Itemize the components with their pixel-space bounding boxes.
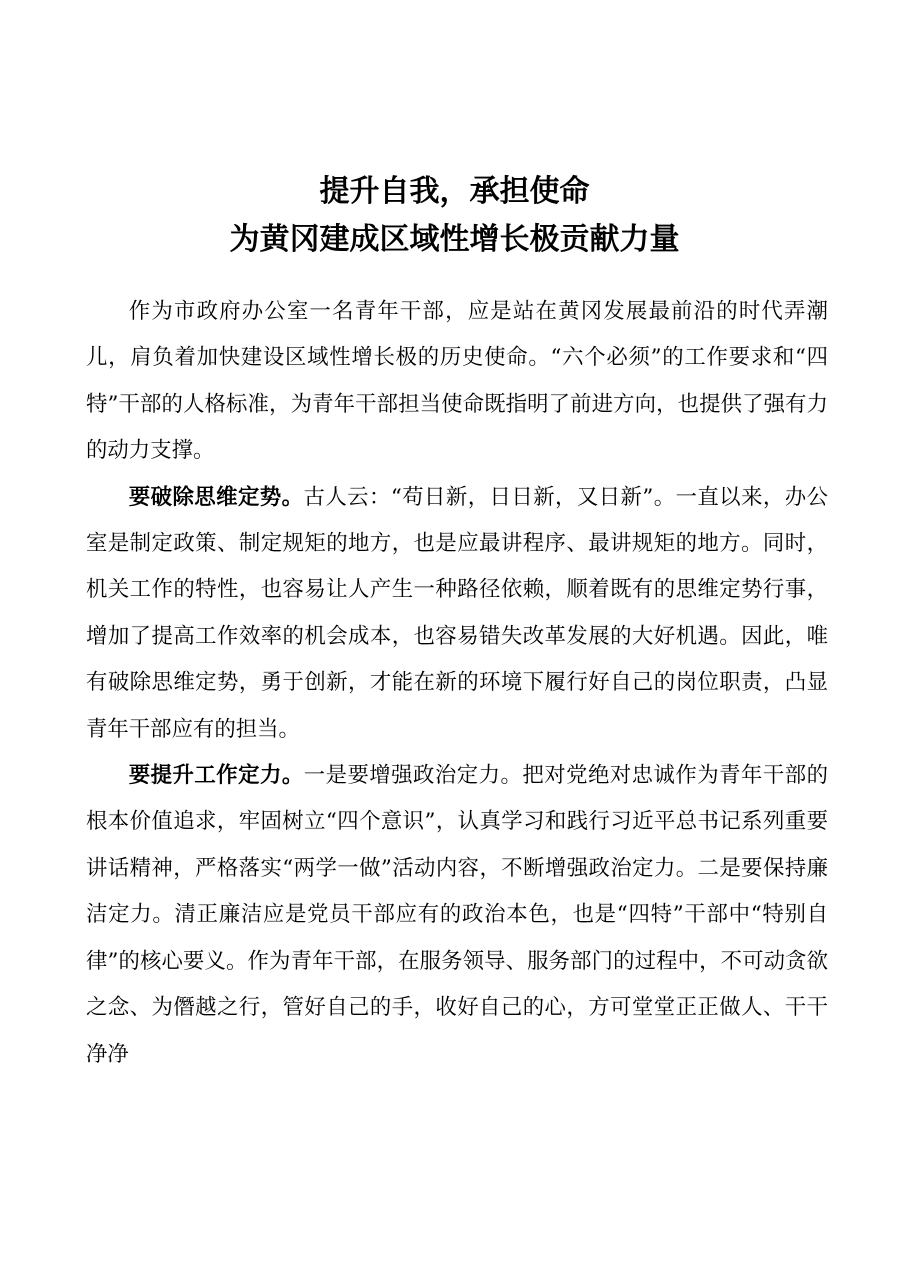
paragraph-text: 一是要增强政治定力。把对党绝对忠诚作为青年干部的根本价值追求，牢固树立“四个意识”，认真学习和践行习近平总书记系列重要讲话精神，严格落实“两学一做”活动内容，不断增强政治定力。二是要保持廉洁定力。清正廉洁应是党员干部应有的政治本色，也是“四特”干部中“特别自律”的核心要义。作为青年干部，在服务领导、服务部门的过程中，不可动贪欲之念、为僭越之行，管好自己的手，收好自己的心，方可堂堂正正做人、干干净净 xyxy=(86,763,828,1067)
paragraph-lead: 要提升工作定力。 xyxy=(128,763,304,789)
paragraph-intro xyxy=(86,289,828,475)
paragraph-lead: 要破除思维定势。 xyxy=(128,484,304,510)
paragraph-text: 古人云：“苟日新，日日新，又日新”。一直以来，办公室是制定政策、制定规矩的地方，也是应最讲程序、最讲规矩的地方。同时，机关工作的特性，也容易让人产生一种路径依赖，顺着既有的思维定势行事，增加了提高工作效率的机会成本，也容易错失改革发展的大好机遇。因此，唯有破除思维定势，勇于创新，才能在新的环境下履行好自己的岗位职责，凸显青年干部应有的担当。 xyxy=(86,484,828,742)
title-line-2: 为黄冈建成区域性增长极贡献力量 xyxy=(229,222,680,257)
paragraph-text: 作为市政府办公室一名青年干部，应是站在黄冈发展最前沿的时代弄潮儿，肩负着加快建设区域性增长极的历史使命。“六个必须”的工作要求和“四特”干部的人格标准，为青年干部担当使命既指明了前进方向，也提供了强有力的动力支撑。 xyxy=(86,299,828,464)
paragraph-work-focus xyxy=(86,753,828,1078)
document-title xyxy=(80,168,829,264)
document-body xyxy=(86,289,828,1078)
title-line-1: 提升自我，承担使命 xyxy=(319,174,590,209)
paragraph-break-thinking xyxy=(86,475,828,753)
